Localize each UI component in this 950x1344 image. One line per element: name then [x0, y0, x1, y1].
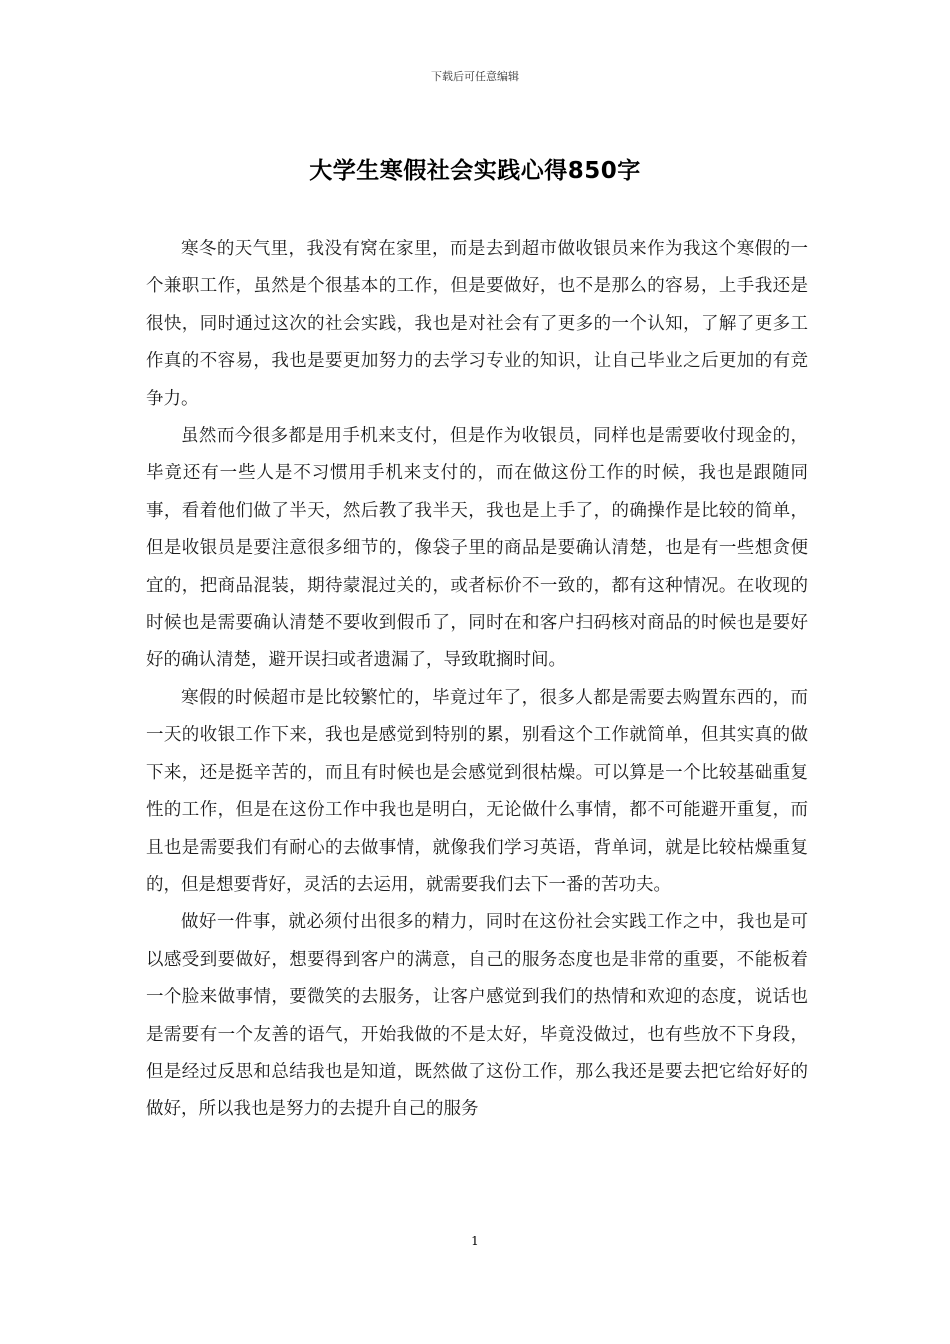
paragraph: 寒假的时候超市是比较繁忙的，毕竟过年了，很多人都是需要去购置东西的，而一天的收银工作下来，我也是感觉到特别的累，别看这个工作就简单，但其实真的做下来，还是挺辛苦的，而且有时候也是会感觉到很枯燥。可以算是一个比较基础重复性的工作，但是在这份工作中我也是明白，无论做什么事情，都不可能避开重复，而且也是需要我们有耐心的去做事情，就像我们学习英语，背单词，就是比较枯燥重复的，但是想要背好，灵活的去运用，就需要我们去下一番的苦功夫。 [146, 687, 808, 895]
paragraph: 做好一件事，就必须付出很多的精力，同时在这份社会实践工作之中，我也是可以感受到要做好，想要得到客户的满意，自己的服务态度也是非常的重要，不能板着一个脸来做事情，要微笑的去服务，让客户感觉到我们的热情和欢迎的态度，说话也是需要有一个友善的语气，开始我做的不是太好，毕竟没做过，也有些放不下身段，但是经过反思和总结我也是知道，既然做了这份工作，那么我还是要去把它给好好的做好，所以我也是努力的去提升自己的服务 [146, 912, 808, 1120]
document-body [146, 231, 808, 1129]
page-title: 大学生寒假社会实践心得850字 [309, 158, 641, 184]
paragraph: 虽然而今很多都是用手机来支付，但是作为收银员，同样也是需要收付现金的，毕竟还有一些人是不习惯用手机来支付的，而在做这份工作的时候，我也是跟随同事，看着他们做了半天，然后教了我半天，我也是上手了，的确操作是比较的简单，但是收银员是要注意很多细节的，像袋子里的商品是要确认清楚，也是有一些想贪便宜的，把商品混装，期待蒙混过关的，或者标价不一致的，都有这种情况。在收现的时候也是需要确认清楚不要收到假币了，同时在和客户扫码核对商品的时候也是要好好的确认清楚，避开误扫或者遗漏了，导致耽搁时间。 [146, 426, 808, 671]
paragraph: 寒冬的天气里，我没有窝在家里，而是去到超市做收银员来作为我这个寒假的一个兼职工作，虽然是个很基本的工作，但是要做好，也不是那么的容易，上手我还是很快，同时通过这次的社会实践，我也是对社会有了更多的一个认知，了解了更多工作真的不容易，我也是要更加努力的去学习专业的知识，让自己毕业之后更加的有竞争力。 [146, 239, 808, 409]
header-note: 下载后可任意编辑 [431, 70, 519, 83]
page-number: 1 [471, 1234, 479, 1248]
